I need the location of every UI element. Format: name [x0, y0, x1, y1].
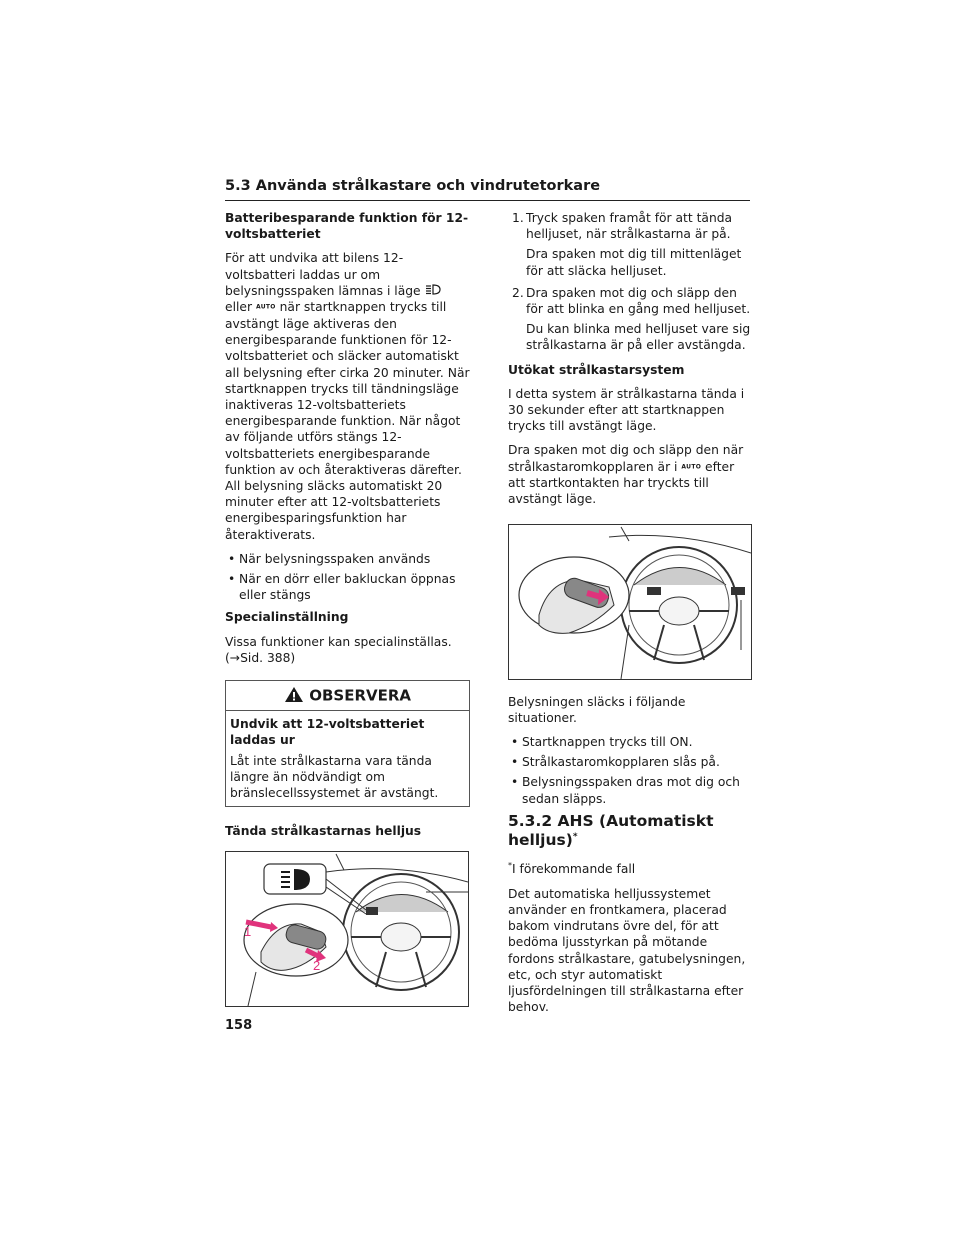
left-column	[225, 210, 470, 1007]
battery-bullet-list	[225, 551, 470, 604]
warning-box	[225, 680, 470, 807]
battery-heading: Batteribesparande funktion för 12-voltsbatteriet	[225, 211, 469, 242]
note-star: *	[508, 861, 512, 871]
availability-note	[508, 858, 753, 877]
battery-text-part-1: För att undvika att bilens 12-voltsbatteri laddas ur om belysningsspaken lämnas i läge	[225, 251, 421, 298]
headlight-icon	[425, 283, 441, 299]
section-header: 5.3 Använda strålkastare och vindrutetorkare	[225, 178, 601, 194]
extended-text-2b: efter att startkontakten har tryckts till avstängt läge.	[508, 459, 735, 507]
extended-text-2a: Dra spaken mot dig och släpp den när strålkastaromkopplaren är i	[508, 443, 744, 474]
step-number: 1.	[512, 211, 524, 225]
step-text: Tryck spaken framåt för att tända helljuset, när strålkastarna är på.	[526, 211, 733, 242]
special-text: Vissa funktioner kan specialinställas. (→Sid. 388)	[225, 634, 452, 665]
highbeam-heading: Tända strålkastarnas helljus	[225, 824, 422, 839]
battery-text-part-2: när startknappen trycks till avstängt läge aktiveras den energibesparande funktionen för 12-voltsbatteriet och släcker automatiskt all belysning efter cirka 20 minuter. När startknappen trycks till tändningsläge inaktiveras 12-voltsbatteriets energibesparande funktion. När något av följande utförs stängs 12-voltsbatteriets energibesparande funktion av och återaktiveras därefter. All belysning släcks automatiskt 20 minuter efter att 12-voltsbatteriets energibesparingsfunktion har återaktiverats.	[225, 300, 470, 542]
list-item	[508, 210, 753, 279]
warning-header	[226, 681, 469, 711]
off-text: Belysningen släcks i följande situationer.	[508, 694, 686, 725]
lever-pull-figure	[508, 524, 752, 680]
ahs-title-text: 5.3.2 AHS (Automatiskt helljus)	[508, 811, 714, 850]
step-number: 2.	[512, 285, 524, 300]
list-item	[508, 285, 753, 354]
figure-label-2: 2	[313, 958, 321, 974]
warning-title: OBSERVERA	[309, 686, 412, 705]
ahs-text: Det automatiska helljussystemet använder en frontkamera, placerad bakom vindrutans övre del, för att bedöma ljusstyrkan på mötande fordons strålkastare, gatubelysningen, etc, och styr automatiskt ljusfördelningen till strålkastarna efter behov.	[508, 886, 746, 1015]
list-item: • När en dörr eller bakluckan öppnas eller stängs	[225, 571, 470, 603]
step-subtext: Du kan blinka med helljuset vare sig strålkastarna är på eller avstängda.	[526, 322, 751, 353]
extended-text-1: I detta system är strålkastarna tända i 30 sekunder efter att startknappen trycks till avstängt läge.	[508, 386, 745, 434]
warning-triangle-icon	[284, 686, 304, 706]
warning-body	[226, 711, 469, 806]
steps-list	[508, 210, 753, 354]
list-item: • Startknappen trycks till ON.	[508, 734, 753, 750]
off-bullet-list	[508, 734, 753, 807]
list-item: • När belysningsspaken används	[225, 551, 470, 567]
list-item: • Belysningsspaken dras mot dig och sedan släpps.	[508, 774, 753, 806]
note-text: I förekommande fall	[512, 862, 636, 877]
extended-text-2	[508, 442, 753, 507]
figure-label-1: 1	[244, 924, 252, 940]
highbeam-figure	[225, 851, 469, 1007]
header-rule	[225, 200, 750, 201]
ahs-section-title	[508, 813, 753, 849]
list-item: • Strålkastaromkopplaren slås på.	[508, 754, 753, 770]
or-text: eller	[225, 300, 253, 315]
step-text: Dra spaken mot dig och släpp den för att blinka en gång med helljuset.	[526, 285, 751, 317]
step-subtext: Dra spaken mot dig till mittenläget för att släcka helljuset.	[526, 247, 742, 278]
ahs-star: *	[572, 832, 578, 843]
warning-text: Låt inte strålkastarna vara tända längre än nödvändigt om bränslecellssystemet är avstängt.	[230, 753, 439, 801]
special-heading: Specialinställning	[225, 610, 349, 625]
warning-subtitle: Undvik att 12-voltsbatteriet laddas ur	[230, 717, 425, 748]
auto-icon: AUTO	[255, 303, 276, 311]
right-column	[508, 210, 753, 1023]
battery-text	[225, 250, 470, 542]
page-number: 158	[225, 1018, 253, 1033]
auto-icon: AUTO	[681, 463, 702, 471]
extended-heading: Utökat strålkastarsystem	[508, 362, 685, 377]
